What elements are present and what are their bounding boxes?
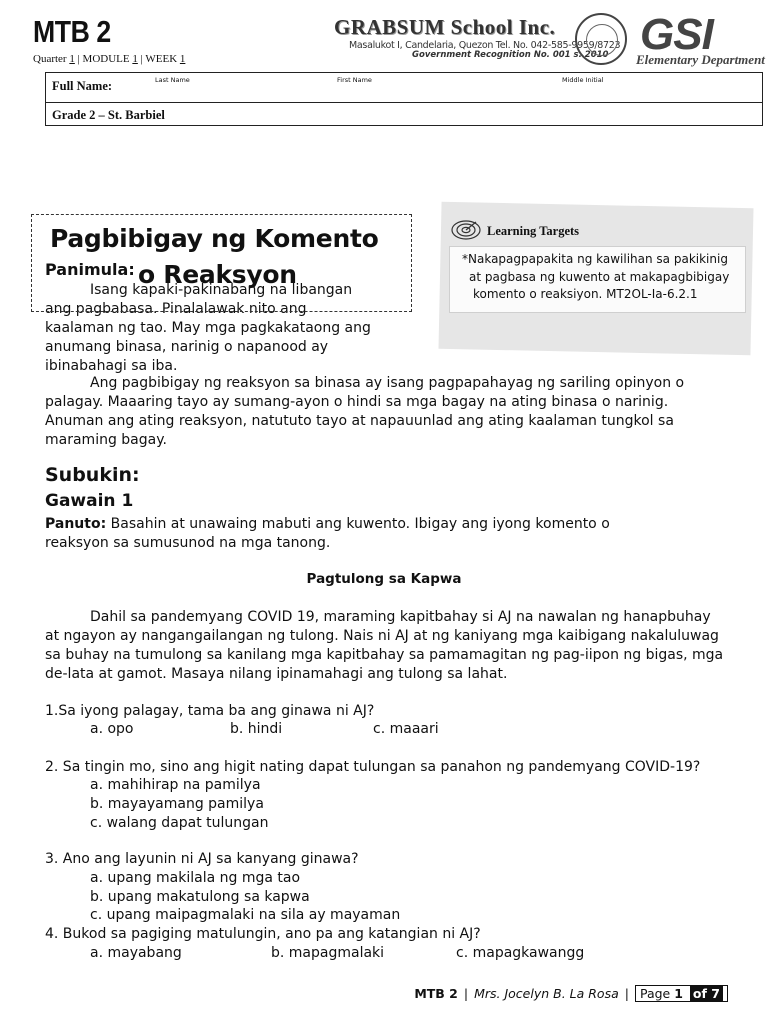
question-2: 2. Sa tingin mo, sino ang higit nating dapat tulungan sa panahon ng pandemyang COVID-19? <box>45 759 701 775</box>
intro-line: kaalaman ng tao. May mga pagkakataong ang <box>45 320 371 336</box>
learning-targets-text <box>462 251 742 304</box>
question-1-option-b: b. hindi <box>230 721 283 737</box>
intro-line: Isang kapaki-pakinabang na libangan <box>90 282 353 298</box>
instructions <box>45 515 610 553</box>
first-name-label: First Name <box>337 76 372 84</box>
middle-initial-label: Middle Initial <box>562 76 604 84</box>
section-heading: Subukin: <box>45 464 140 486</box>
page-number: 1 <box>674 986 683 1001</box>
question-2-option-c: c. walang dapat tulungan <box>90 815 269 831</box>
page-total: 7 <box>711 986 720 1001</box>
learning-target-line: at pagbasa ng kuwento at makapagbibigay <box>469 269 730 284</box>
story-line: Dahil sa pandemyang COVID 19, maraming kapitbahay si AJ na nawalan ng hanapbuhay <box>90 609 711 625</box>
school-name: GRABSUM School Inc. <box>334 15 556 39</box>
full-name-label: Full Name: <box>52 79 113 93</box>
learning-target-line: *Nakapagpapakita ng kawilihan sa pakikinig <box>462 252 728 266</box>
question-3-option-c: c. upang maipagmalaki na sila ay mayaman <box>90 907 401 923</box>
department-name: Elementary Department <box>636 52 765 67</box>
gsi-logo: GSI <box>640 10 713 59</box>
learning-target-line: komento o reaksiyon. MT2OL-Ia-6.2.1 <box>473 287 698 301</box>
school-recognition: Government Recognition No. 001 s. 2010 <box>412 50 609 60</box>
subject-title: MTB 2 <box>33 14 111 49</box>
quarter-label: Quarter <box>33 53 67 65</box>
instructions-text: reaksyon sa sumusunod na mga tanong. <box>45 535 331 551</box>
paragraph-line: Ang pagbibigay ng reaksyon sa binasa ay isang pagpapahayag ng sariling opinyon o <box>90 375 685 391</box>
activity-title: Gawain 1 <box>45 491 134 511</box>
page-title: Pagbibigay ng Komento <box>50 224 379 253</box>
last-name-label: Last Name <box>155 76 190 84</box>
story-line: de-lata at gamot. Masaya nilang ipinamahagi ang tulong sa lahat. <box>45 666 508 682</box>
story-paragraph <box>45 608 723 684</box>
question-1: 1.Sa iyong palagay, tama ba ang ginawa ni AJ? <box>45 703 375 719</box>
school-address: Masalukot I, Candelaria, Quezon Tel. No. 042-585-9959/8723 <box>349 40 621 51</box>
page-title-continued: o Reaksyon <box>138 260 297 289</box>
of-label: of <box>692 986 707 1001</box>
question-3-option-b: b. upang makatulong sa kapwa <box>90 889 310 905</box>
quarter-value: 1 <box>69 53 75 65</box>
question-4: 4. Bukod sa pagiging matulungin, ano pa ang katangian ni AJ? <box>45 926 481 942</box>
grade-section: Grade 2 – St. Barbiel <box>52 108 165 122</box>
page-label: Page <box>639 986 671 1001</box>
question-4-option-a: a. mayabang <box>90 945 182 961</box>
question-1-option-a: a. opo <box>90 721 134 737</box>
question-1-option-c: c. maaari <box>373 721 439 737</box>
paragraph-line: maraming bagay. <box>45 432 167 448</box>
target-icon <box>451 220 481 240</box>
story-line: sa buhay na tumulong sa kanilang mga kapitbahay sa pamamagitan ng pag-iipon ng bigas, mga <box>45 647 724 663</box>
story-title: Pagtulong sa Kapwa <box>306 571 462 587</box>
intro-line: ang pagbabasa. Pinalalawak nito ang <box>45 301 307 317</box>
quarter-module-week: Quarter 1 | MODULE 1 | WEEK 1 <box>33 53 186 65</box>
question-3: 3. Ano ang layunin ni AJ sa kanyang ginawa? <box>45 851 359 867</box>
intro-line: ibinabahagi sa iba. <box>45 358 178 374</box>
question-4-option-b: b. mapagmalaki <box>271 945 385 961</box>
question-2-option-b: b. mayayamang pamilya <box>90 796 264 812</box>
page-footer <box>414 985 728 1002</box>
school-seal-logo <box>575 13 627 65</box>
instructions-label: Panuto: <box>45 516 107 532</box>
instructions-text: Basahin at unawaing mabuti ang kuwento. Ibigay ang iyong komento o <box>110 516 610 532</box>
intro-line: anumang binasa, narinig o napanood ay <box>45 339 329 355</box>
footer-teacher: Mrs. Jocelyn B. La Rosa <box>474 986 619 1001</box>
paragraph-line: Anuman ang ating reaksyon, natututo tayo at napauunlad ang ating kaalaman tungkol sa <box>45 413 674 429</box>
info-box-divider <box>45 102 763 103</box>
question-2-option-a: a. mahihirap na pamilya <box>90 777 261 793</box>
footer-separator: | <box>624 986 629 1001</box>
footer-subject: MTB 2 <box>414 986 458 1001</box>
module-label: MODULE <box>82 53 130 65</box>
reaction-paragraph <box>45 374 684 450</box>
module-value: 1 <box>132 53 138 65</box>
footer-separator: | <box>463 986 469 1001</box>
paragraph-line: palagay. Maaaring tayo ay sumang-ayon o hindi sa mga bagay na ating binasa o narinig. <box>45 394 669 410</box>
week-label: WEEK <box>145 53 178 65</box>
question-3-option-a: a. upang makilala ng mga tao <box>90 870 301 886</box>
panimula-label: Panimula: <box>45 260 135 279</box>
page-indicator <box>635 985 728 1002</box>
question-4-option-c: c. mapagkawangg <box>456 945 585 961</box>
learning-targets-heading: Learning Targets <box>487 224 580 238</box>
story-line: at ngayon ay nangangailangan ng tulong. Nais ni AJ at ng kaniyang mga kaibigang nakaluluwag <box>45 628 719 644</box>
week-value: 1 <box>179 53 186 65</box>
